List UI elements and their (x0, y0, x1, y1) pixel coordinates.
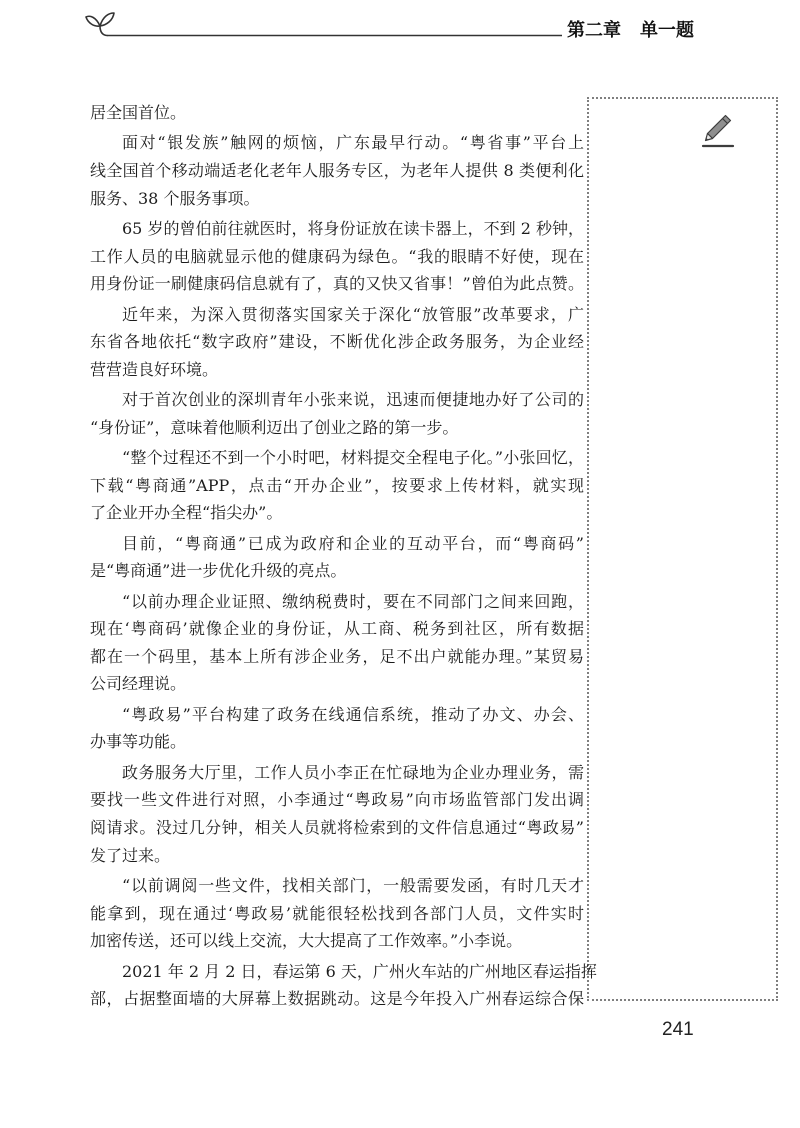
text-line: 2021 年 2 月 2 日，春运第 6 天，广州火车站的广州地区春运指挥 (122, 961, 597, 981)
paragraph (90, 129, 584, 212)
text-line: 都在一个码里，基本上所有涉企业务，足不出户就能办理。”某贸易 (90, 646, 584, 666)
text-line: 近年来，为深入贯彻落实国家关于深化“放管服”改革要求，广 (122, 304, 584, 324)
text-line: “以前办理企业证照、缴纳税费时，要在不同部门之间来回跑， (122, 591, 584, 611)
text-line: 用身份证一刷健康码信息就有了，真的又快又省事！”曾伯为此点赞。 (90, 274, 584, 294)
paragraph (90, 99, 584, 127)
text-line: 了企业开办全程“指尖办”。 (90, 503, 283, 523)
text-line: “以前调阅一些文件，找相关部门，一般需要发函，有时几天才 (122, 876, 584, 895)
paragraph (90, 386, 584, 441)
chapter-label: 第二章 (567, 20, 621, 41)
page-number: 241 (662, 1019, 694, 1040)
text-line: 工作人员的电脑就显示他的健康码为绿色。“我的眼睛不好使，现在 (90, 246, 584, 266)
paragraph (90, 301, 584, 384)
text-line: 营营造良好环境。 (90, 359, 219, 379)
pencil-icon (700, 110, 736, 150)
text-line: 65 岁的曾伯前往就医时，将身份证放在读卡器上，不到 2 秒钟， (122, 218, 584, 238)
text-line: 要找一些文件进行对照，小李通过“粤政易”向市场监管部门发出调 (90, 790, 584, 810)
text-line: 阅请求。没过几分钟，相关人员就将检索到的文件信息通过“粤政易” (90, 818, 584, 838)
paragraph (90, 444, 584, 527)
running-header-graphic (0, 0, 570, 50)
notes-box (587, 97, 778, 1001)
sprout-icon (86, 13, 114, 36)
running-header-title (567, 20, 694, 42)
text-line: 下载“粤商通”APP，点击“开办企业”，按要求上传材料，就实现 (90, 475, 584, 495)
paragraph (90, 872, 584, 955)
text-line: 是“粤商通”进一步优化升级的亮点。 (90, 561, 347, 581)
text-line: 现在‘粤商码’就像企业的身份证，从工商、税务到社区，所有数据 (90, 619, 584, 639)
paragraph (90, 759, 584, 869)
text-line: 加密传送，还可以线上交流，大大提高了工作效率。”小李说。 (90, 931, 523, 951)
paragraph (90, 215, 584, 298)
text-line: “粤政易”平台构建了政务在线通信系统，推动了办文、办会、 (122, 704, 584, 724)
text-line: 东省各地依托“数字政府”建设，不断优化涉企政务服务，为企业经 (90, 332, 584, 352)
text-line: 发了过来。 (90, 845, 171, 865)
text-line: 政务服务大厅里，工作人员小李正在忙碌地为企业办理业务，需 (122, 762, 584, 782)
text-line: 面对“银发族”触网的烦恼，广东最早行动。“粤省事”平台上 (122, 133, 584, 153)
paragraph (90, 958, 597, 1013)
paragraph (90, 530, 584, 585)
text-line: 服务、38 个服务事项。 (90, 188, 260, 208)
text-line: “整个过程还不到一个小时吧，材料提交全程电子化。”小张回忆， (122, 448, 584, 468)
text-line: “身份证”，意味着他顺利迈出了创业之路的第一步。 (90, 417, 459, 437)
text-line: 公司经理说。 (90, 674, 187, 694)
text-line: 对于首次创业的深圳青年小张来说，迅速而便捷地办好了公司的 (122, 390, 584, 410)
section-label: 单一题 (640, 20, 694, 41)
paragraph (90, 588, 584, 698)
text-line: 线全国首个移动端适老化老年人服务专区，为老年人提供 8 类便利化 (90, 160, 584, 180)
text-line: 部，占据整面墙的大屏幕上数据跳动。这是今年投入广州春运综合保 (90, 989, 584, 1009)
body-text (90, 99, 597, 1013)
text-line: 居全国首位。 (90, 103, 187, 122)
text-line: 办事等功能。 (90, 732, 187, 752)
text-line: 目前，“粤商通”已成为政府和企业的互动平台，而“粤商码” (122, 533, 584, 553)
paragraph (90, 701, 584, 756)
text-line: 能拿到，现在通过‘粤政易’就能很轻松找到各部门人员，文件实时 (90, 903, 584, 923)
